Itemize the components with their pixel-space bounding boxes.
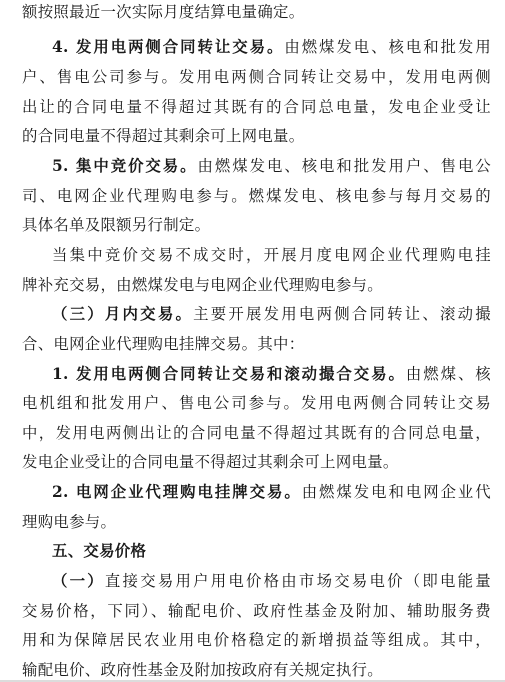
text-line bbox=[52, 364, 491, 384]
text-run: 由燃煤发电、核电和批发用 bbox=[284, 38, 491, 56]
text-run: 的合同电量不得超过其剩余可上网电量。 bbox=[22, 127, 305, 145]
text-line bbox=[22, 67, 491, 87]
text-run: 主要开展发用电两侧合同转让、滚动撮 bbox=[193, 305, 491, 323]
text-line bbox=[22, 186, 491, 206]
text-run: 电机组和批发用户、售电公司参与。发用电两侧合同转让交易 bbox=[22, 394, 491, 412]
bold-run: 五、交易价格 bbox=[52, 542, 147, 560]
text-line bbox=[22, 393, 491, 413]
text-run: 直接交易用户用电价格由市场交易电价（即电能量 bbox=[104, 572, 491, 590]
text-run: 交易价格，下同）、输配电价、政府性基金及附加、辅助服务费 bbox=[22, 602, 491, 620]
text-run: 当集中竞价交易不成交时，开展月度电网企业代理购电挂 bbox=[52, 246, 491, 264]
text-line bbox=[22, 630, 491, 650]
text-line bbox=[52, 482, 491, 502]
text-line bbox=[52, 304, 491, 324]
bold-run: 2. 电网企业代理购电挂牌交易。 bbox=[52, 483, 302, 501]
text-run: 输配电价、政府性基金及附加按政府有关规定执行。 bbox=[22, 661, 383, 679]
text-line bbox=[22, 452, 491, 472]
text-run: 额按照最近一次实际月度结算电量确定。 bbox=[22, 3, 305, 21]
text-line bbox=[52, 571, 491, 591]
text-line bbox=[22, 2, 491, 22]
text-line bbox=[52, 37, 491, 57]
section-heading bbox=[52, 541, 491, 561]
text-run: 中，发用电两侧出让的合同电量不得超过其既有的合同总电量， bbox=[22, 424, 491, 442]
text-run: 由燃煤发电和电网企业代 bbox=[301, 483, 491, 501]
text-run: 理购电参与。 bbox=[22, 513, 117, 531]
text-run: 发电企业受让的合同电量不得超过其剩余可上网电量。 bbox=[22, 453, 399, 471]
bold-run: 4. 发用电两侧合同转让交易。 bbox=[52, 38, 285, 56]
text-line bbox=[22, 215, 491, 235]
text-run: 户、售电公司参与。发用电两侧合同转让交易中，发用电两侧 bbox=[22, 68, 491, 86]
text-run: 牌补充交易，由燃煤发电与电网企业代理购电参与。 bbox=[22, 276, 383, 294]
text-line bbox=[22, 512, 491, 532]
text-line bbox=[22, 126, 491, 146]
text-line bbox=[22, 97, 491, 117]
text-line bbox=[22, 660, 491, 680]
text-line bbox=[22, 601, 491, 621]
text-run: 司、电网企业代理购电参与。燃煤发电、核电参与每月交易的 bbox=[22, 187, 491, 205]
text-line bbox=[22, 275, 491, 295]
text-run: 由燃煤、核 bbox=[405, 365, 491, 383]
text-run: 具体名单及限额另行制定。 bbox=[22, 216, 211, 234]
bold-run: （三）月内交易。 bbox=[52, 305, 194, 323]
text-line bbox=[52, 156, 491, 176]
text-run: 出让的合同电量不得超过其既有的合同总电量，发电企业受让 bbox=[22, 98, 491, 116]
bold-run: 1. 发用电两侧合同转让交易和滚动撮合交易。 bbox=[52, 365, 406, 383]
text-line bbox=[22, 334, 491, 354]
text-run: 合、电网企业代理购电挂牌交易。其中： bbox=[22, 335, 305, 353]
text-line bbox=[22, 423, 491, 443]
text-run: 由燃煤发电、核电和批发用户、售电公 bbox=[197, 157, 491, 175]
bold-run: 5. 集中竞价交易。 bbox=[52, 157, 198, 175]
text-line bbox=[52, 245, 491, 265]
bold-run: （一） bbox=[52, 572, 105, 590]
text-run: 用和为保障居民农业用电价格稳定的新增损益等组成。其中， bbox=[22, 631, 491, 649]
